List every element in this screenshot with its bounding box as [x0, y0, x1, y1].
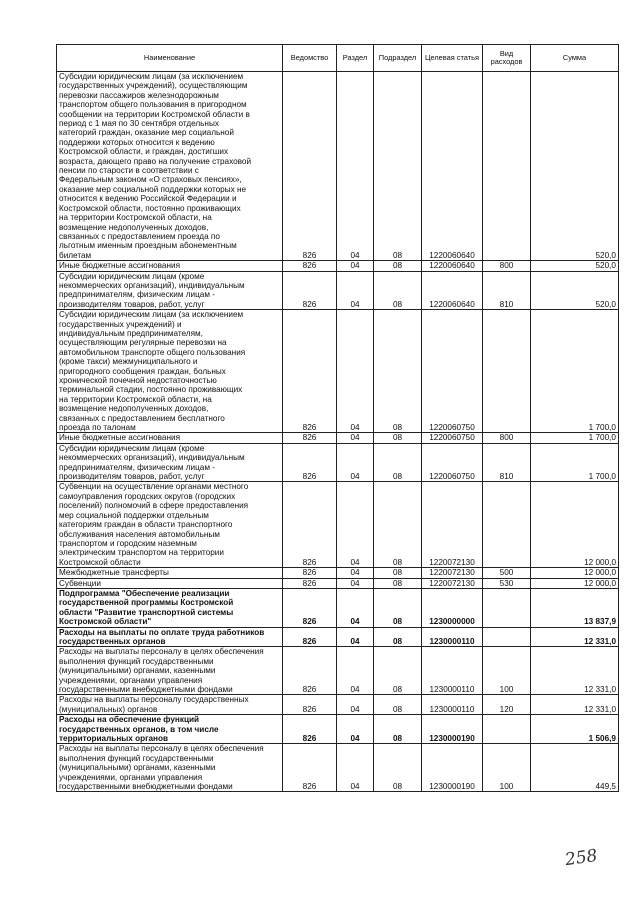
cell-target: 1230000110 [422, 627, 483, 647]
cell-subsection: 08 [374, 695, 422, 715]
cell-subsection: 08 [374, 72, 422, 261]
cell-subsection: 08 [374, 647, 422, 695]
cell-exptype [483, 310, 531, 433]
cell-target: 1230000190 [422, 715, 483, 744]
cell-exptype [483, 482, 531, 568]
table-row [57, 627, 619, 647]
table-row [57, 715, 619, 744]
table-header-row [57, 45, 619, 72]
cell-name: Иные бюджетные ассигнования [57, 261, 283, 271]
cell-sum: 12 000,0 [531, 578, 619, 588]
table-row [57, 568, 619, 578]
cell-sum: 1 700,0 [531, 443, 619, 482]
cell-dept: 826 [283, 578, 337, 588]
cell-name: Расходы на выплаты персоналу в целях обеспечения выполнения функций государственными (муниципальными) органами, казенными учреждениями, органами управления государственными внебюджетными фондами [57, 744, 283, 792]
cell-subsection: 08 [374, 482, 422, 568]
header-target: Целевая статья [422, 45, 483, 72]
header-name: Наименование [57, 45, 283, 72]
cell-subsection: 08 [374, 433, 422, 443]
cell-target: 1230000110 [422, 647, 483, 695]
cell-exptype: 800 [483, 261, 531, 271]
cell-target: 1220060750 [422, 310, 483, 433]
cell-dept: 826 [283, 695, 337, 715]
cell-name: Субвенции на осуществление органами местного самоуправления городских округов (городских поселений) полномочий в сфере предоставления мер социальной поддержки отдельным категориям граждан в области транспортного обслуживания населения автомобильным транспортом и городским наземным электрическим транспортом на территории Костромской области [57, 482, 283, 568]
header-exptype: Вид расходов [483, 45, 531, 72]
cell-exptype: 800 [483, 433, 531, 443]
cell-dept: 826 [283, 744, 337, 792]
table-row [57, 695, 619, 715]
cell-exptype [483, 72, 531, 261]
cell-dept: 826 [283, 433, 337, 443]
cell-target: 1230000000 [422, 588, 483, 627]
cell-name: Иные бюджетные ассигнования [57, 433, 283, 443]
cell-name: Расходы на обеспечение функций государственных органов, в том числе территориальных органов [57, 715, 283, 744]
cell-subsection: 08 [374, 443, 422, 482]
cell-section: 04 [337, 695, 374, 715]
header-section: Раздел [337, 45, 374, 72]
cell-section: 04 [337, 744, 374, 792]
header-dept: Ведомство [283, 45, 337, 72]
cell-target: 1220072130 [422, 482, 483, 568]
cell-subsection: 08 [374, 310, 422, 433]
cell-dept: 826 [283, 627, 337, 647]
cell-dept: 826 [283, 443, 337, 482]
cell-dept: 826 [283, 261, 337, 271]
cell-section: 04 [337, 578, 374, 588]
header-sum: Сумма [531, 45, 619, 72]
cell-sum: 12 331,0 [531, 627, 619, 647]
cell-dept: 826 [283, 568, 337, 578]
cell-section: 04 [337, 568, 374, 578]
cell-section: 04 [337, 261, 374, 271]
cell-name: Расходы на выплаты по оплате труда работников государственных органов [57, 627, 283, 647]
cell-dept: 826 [283, 715, 337, 744]
cell-exptype: 810 [483, 443, 531, 482]
cell-target: 1230000110 [422, 695, 483, 715]
table-row [57, 647, 619, 695]
budget-table [56, 44, 619, 792]
cell-sum: 12 331,0 [531, 647, 619, 695]
table-row [57, 433, 619, 443]
table-row [57, 72, 619, 261]
cell-exptype [483, 588, 531, 627]
handwritten-page-number: 258 [563, 845, 599, 871]
budget-table-page [56, 44, 618, 792]
cell-subsection: 08 [374, 627, 422, 647]
cell-name: Субсидии юридическим лицам (за исключением государственных учреждений), осуществляющим перевозки пассажиров железнодорожным транспортом общего пользования в пригородном сообщении на территории Костромской области в период с 1 мая по 30 сентября отдельных категорий граждан, оказание мер социальной поддержки которых относится к ведению Костромской области, и граждан, достигших возраста, дающего право на получение страховой пенсии по старости в соответствии с Федеральным законом «О страховых пенсиях», оказание мер социальной поддержки которых не относится к ведению Российской Федерации и Костромской области, постоянно проживающих на территории Костромской области, на возмещение недополученных доходов, связанных с предоставлением проезда по льготным именным проездным абонементным билетам [57, 72, 283, 261]
cell-section: 04 [337, 271, 374, 310]
cell-sum: 12 000,0 [531, 482, 619, 568]
cell-sum: 520,0 [531, 72, 619, 261]
cell-sum: 13 837,9 [531, 588, 619, 627]
cell-dept: 826 [283, 271, 337, 310]
cell-sum: 449,5 [531, 744, 619, 792]
cell-target: 1220060750 [422, 443, 483, 482]
cell-subsection: 08 [374, 261, 422, 271]
cell-subsection: 08 [374, 271, 422, 310]
cell-subsection: 08 [374, 588, 422, 627]
cell-dept: 826 [283, 647, 337, 695]
table-body [57, 72, 619, 792]
table-row [57, 482, 619, 568]
cell-exptype: 530 [483, 578, 531, 588]
table-row [57, 310, 619, 433]
cell-dept: 826 [283, 310, 337, 433]
cell-section: 04 [337, 72, 374, 261]
cell-target: 1220060640 [422, 261, 483, 271]
table-row [57, 744, 619, 792]
cell-name: Расходы на выплаты персоналу в целях обеспечения выполнения функций государственными (муниципальными) органами, казенными учреждениями, органами управления государственными внебюджетными фондами [57, 647, 283, 695]
table-row [57, 271, 619, 310]
cell-name: Подпрограмма "Обеспечение реализации государственной программы Костромской области "Развитие транспортной системы Костромской области" [57, 588, 283, 627]
cell-sum: 1 700,0 [531, 433, 619, 443]
header-subsection: Подраздел [374, 45, 422, 72]
cell-target: 1220060640 [422, 72, 483, 261]
cell-subsection: 08 [374, 578, 422, 588]
cell-sum: 12 331,0 [531, 695, 619, 715]
cell-target: 1230000190 [422, 744, 483, 792]
table-row [57, 588, 619, 627]
cell-section: 04 [337, 310, 374, 433]
cell-exptype: 100 [483, 647, 531, 695]
cell-sum: 520,0 [531, 261, 619, 271]
cell-name: Расходы на выплаты персоналу государственных (муниципальных) органов [57, 695, 283, 715]
cell-sum: 520,0 [531, 271, 619, 310]
cell-sum: 1 700,0 [531, 310, 619, 433]
cell-section: 04 [337, 433, 374, 443]
cell-exptype: 500 [483, 568, 531, 578]
table-row [57, 578, 619, 588]
cell-target: 1220060750 [422, 433, 483, 443]
table-row [57, 261, 619, 271]
cell-name: Субсидии юридическим лицам (кроме некоммерческих организаций), индивидуальным предпринимателям, физическим лицам - производителям товаров, работ, услуг [57, 271, 283, 310]
cell-target: 1220072130 [422, 568, 483, 578]
cell-target: 1220060640 [422, 271, 483, 310]
cell-section: 04 [337, 627, 374, 647]
cell-name: Субвенции [57, 578, 283, 588]
cell-section: 04 [337, 715, 374, 744]
cell-name: Межбюджетные трансферты [57, 568, 283, 578]
cell-exptype: 810 [483, 271, 531, 310]
cell-section: 04 [337, 482, 374, 568]
cell-name: Субсидии юридическим лицам (за исключением государственных учреждений) и индивидуальным предпринимателям, осуществляющим регулярные перевозки на автомобильном транспорте общего пользования (кроме такси) межмуниципального и пригородного сообщения граждан, больных хронической почечной недостаточностью терминальной стадии, постоянно проживающих на территории Костромской области, на возмещение недополученных доходов, связанных с предоставлением бесплатного проезда по талонам [57, 310, 283, 433]
cell-sum: 1 506,9 [531, 715, 619, 744]
cell-sum: 12 000,0 [531, 568, 619, 578]
table-row [57, 443, 619, 482]
cell-section: 04 [337, 588, 374, 627]
cell-exptype: 120 [483, 695, 531, 715]
cell-dept: 826 [283, 72, 337, 261]
cell-target: 1220072130 [422, 578, 483, 588]
cell-section: 04 [337, 647, 374, 695]
cell-name: Субсидии юридическим лицам (кроме некоммерческих организаций), индивидуальным предпринимателям, физическим лицам - производителям товаров, работ, услуг [57, 443, 283, 482]
cell-subsection: 08 [374, 744, 422, 792]
cell-exptype: 100 [483, 744, 531, 792]
cell-section: 04 [337, 443, 374, 482]
cell-dept: 826 [283, 588, 337, 627]
cell-exptype [483, 715, 531, 744]
cell-exptype [483, 627, 531, 647]
cell-subsection: 08 [374, 568, 422, 578]
cell-dept: 826 [283, 482, 337, 568]
cell-subsection: 08 [374, 715, 422, 744]
